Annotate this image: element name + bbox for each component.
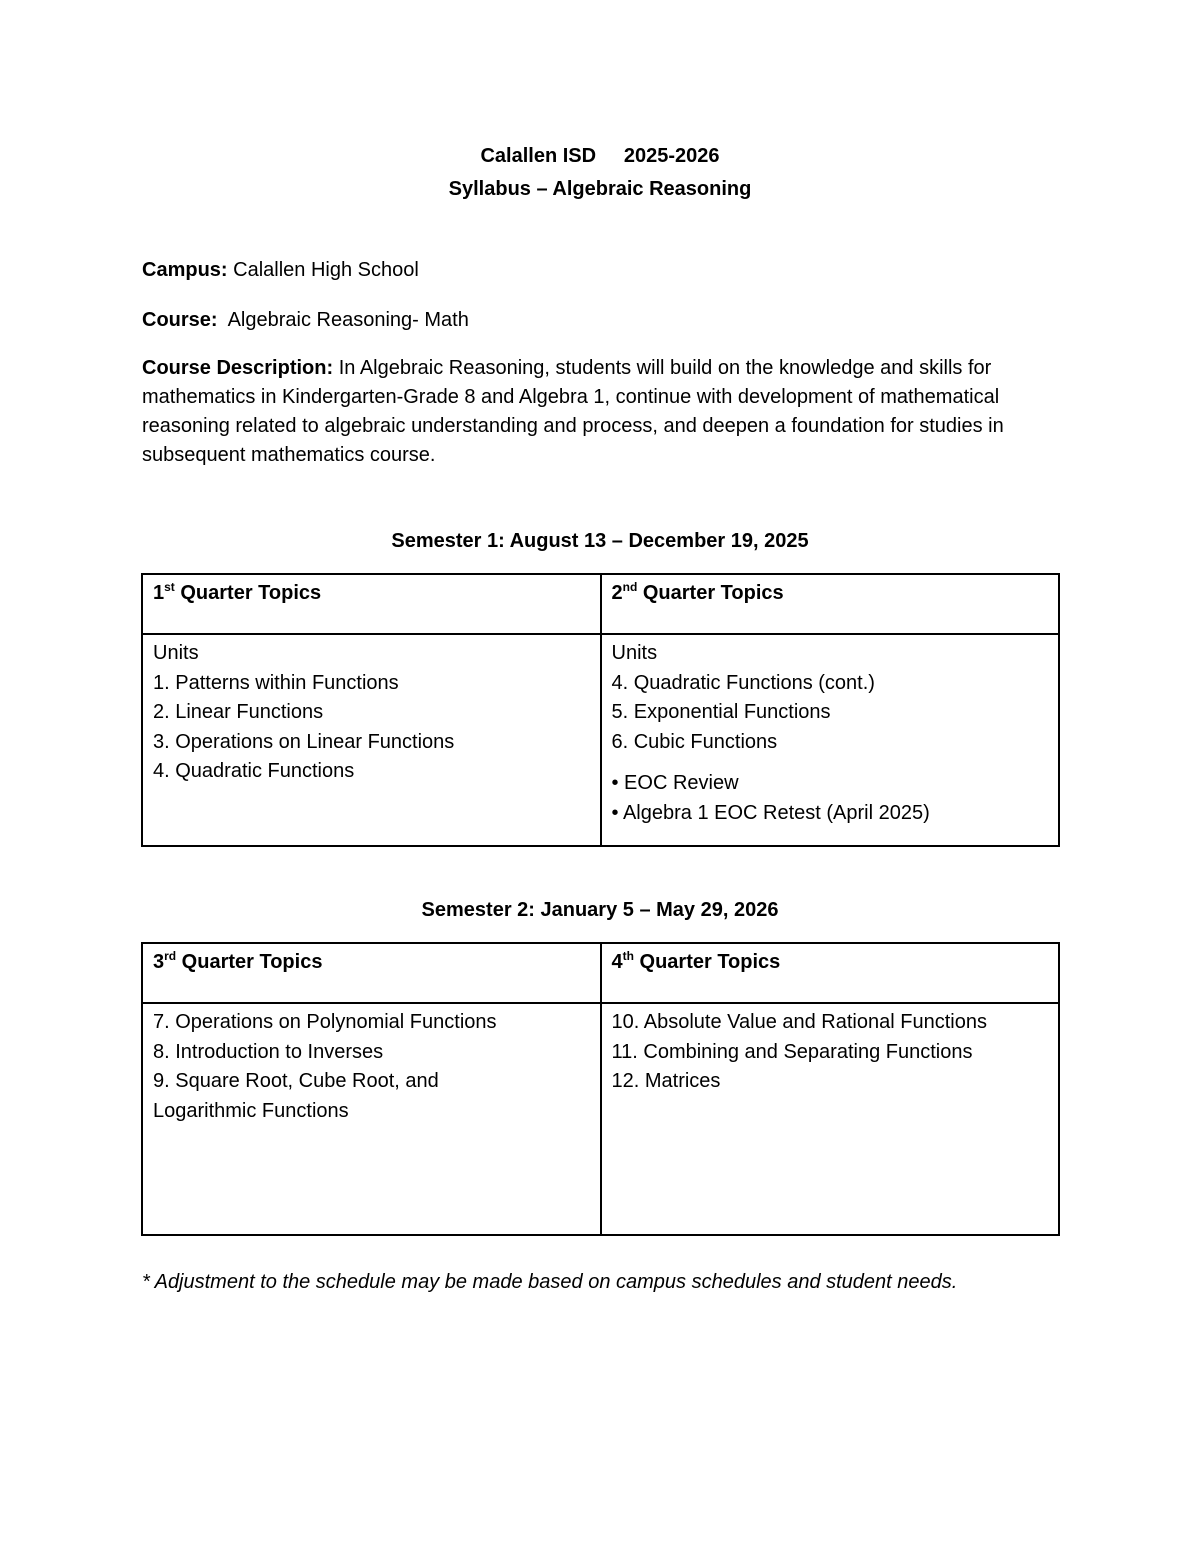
quarter-1-header: 1st Quarter Topics [142,574,601,634]
document-header [0,144,1200,168]
topic-item: 1. Patterns within Functions [153,671,399,694]
semester-2-heading: Semester 2: January 5 – May 29, 2026 [421,899,779,921]
description-text: In Algebraic Reasoning, students will build on the knowledge and skills for mathematics in Kindergarten-Grade 8 and Algebra 1, continue with development of mathematical reasoning related to algebraic understanding and process, and deepen a foundation for studies in subsequent mathematics course. [142,357,1004,466]
topic-item: 10. Absolute Value and Rational Functions [611,1011,987,1033]
topic-item: 9. Square Root, Cube Root, and Logarithmic Functions [153,1070,439,1122]
schedule-footnote: * Adjustment to the schedule may be made based on campus schedules and student needs. [142,1271,958,1293]
topic-item: 8. Introduction to Inverses [153,1040,384,1063]
quarter-4-header: 4th Quarter Topics [601,943,1060,1003]
semester-1-table [141,573,1060,847]
quarter-2-topics [601,634,1060,846]
school-year: 2025-2026 [623,145,720,167]
units-label: Units [611,642,658,664]
course-field [142,306,1062,335]
campus-value: Calallen High School [227,259,419,281]
topic-item: 6. Cubic Functions [611,730,778,753]
units-label: Units [153,642,199,664]
description-label: Course Description: [142,357,334,379]
quarter-3-topics [142,1003,601,1235]
campus-label: Campus: [142,259,228,281]
topic-item: 11. Combining and Separating Functions [611,1040,973,1063]
document-title: Syllabus – Algebraic Reasoning [448,178,752,200]
semester-1-heading: Semester 1: August 13 – December 19, 2025 [391,530,809,552]
course-value: Algebraic Reasoning- Math [217,309,469,331]
quarter-4-topics [601,1003,1060,1235]
topic-item: 2. Linear Functions [153,701,324,723]
bullet-item: • EOC Review [611,772,739,794]
quarter-1-topics [142,634,601,846]
topic-item: 4. Quadratic Functions [153,760,355,782]
course-label: Course: [142,309,218,331]
topic-item: 7. Operations on Polynomial Functions [153,1011,497,1033]
topic-item: 5. Exponential Functions [611,701,831,723]
course-description [142,354,1062,470]
topic-item: 3. Operations on Linear Functions [153,730,455,753]
quarter-3-header: 3rd Quarter Topics [142,943,601,1003]
district-name: Calallen ISD [480,145,597,167]
campus-field [142,256,1062,285]
bullet-item: • Algebra 1 EOC Retest (April 2025) [611,801,930,824]
topic-item: 12. Matrices [611,1070,721,1092]
topic-item: 4. Quadratic Functions (cont.) [611,671,875,694]
semester-2-table [141,942,1060,1236]
quarter-2-header: 2nd Quarter Topics [601,574,1060,634]
